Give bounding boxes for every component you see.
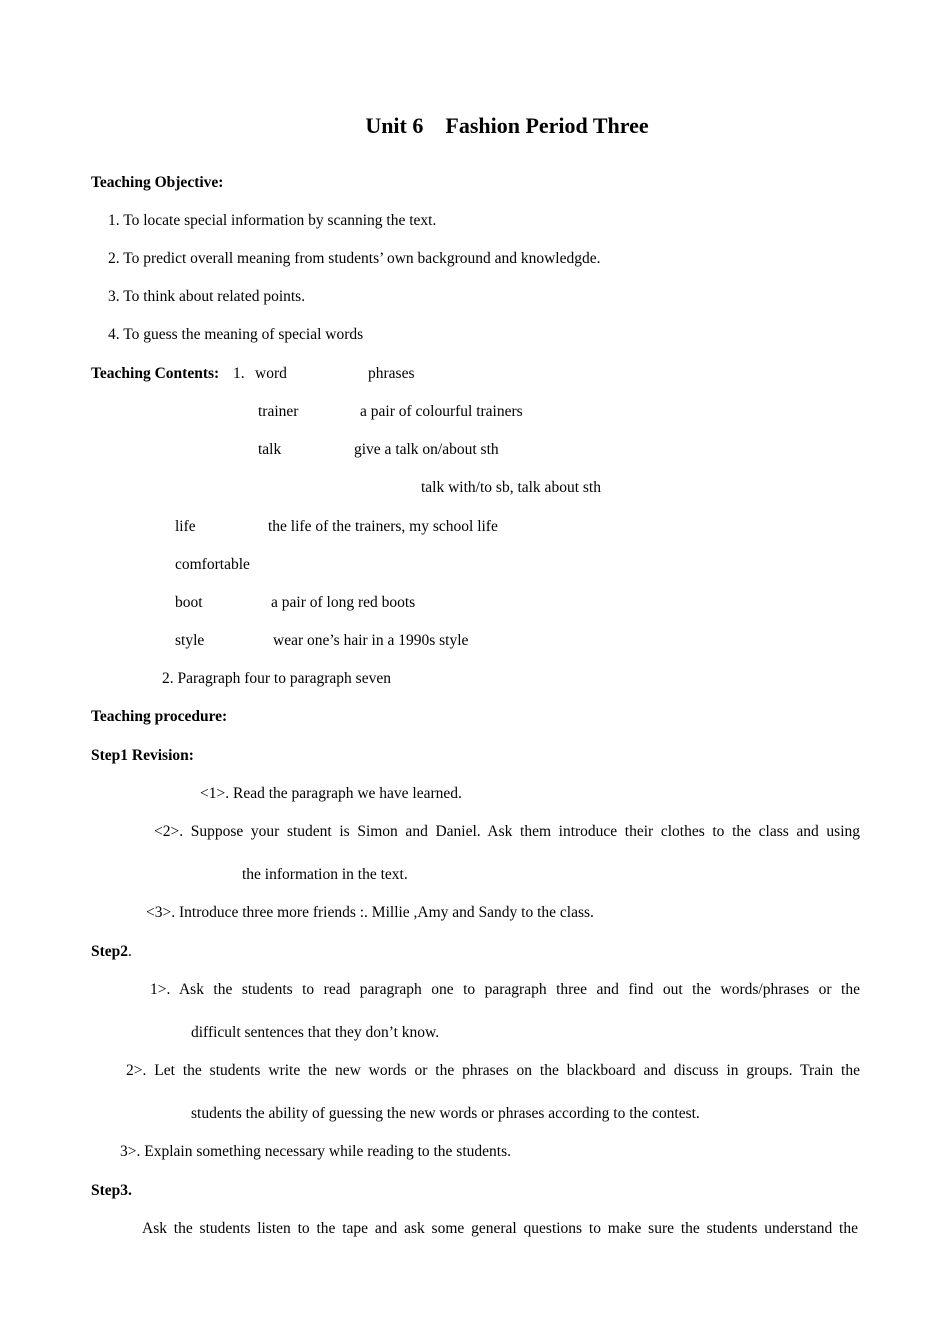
step2-heading-label: Step2: [91, 943, 129, 960]
objective-item: 3. To think about related points.: [108, 288, 306, 305]
vocab-phrase: give a talk on/about sth: [354, 441, 499, 458]
contents-heading: Teaching Contents:: [91, 365, 220, 382]
step1-item-continued: the information in the text.: [242, 866, 408, 883]
word-column-header: word: [255, 365, 287, 382]
contents-number: 1.: [233, 365, 245, 382]
step2-item: 2>. Let the students write the new words or the phrases on the blackboard and discuss in groups. Train the: [126, 1062, 860, 1079]
vocab-phrase: a pair of long red boots: [271, 594, 416, 611]
objective-item: 1. To locate special information by scanning the text.: [108, 212, 437, 229]
vocab-phrase: talk with/to sb, talk about sth: [421, 479, 601, 496]
vocab-word: comfortable: [175, 556, 250, 573]
objective-item: 4. To guess the meaning of special words: [108, 326, 364, 343]
step2-item-continued: students the ability of guessing the new words or phrases according to the contest.: [191, 1105, 700, 1122]
step3-heading: Step3.: [91, 1182, 132, 1199]
vocab-phrase: a pair of colourful trainers: [360, 403, 523, 420]
step1-item: <3>. Introduce three more friends :. Millie ,Amy and Sandy to the class.: [146, 904, 594, 921]
vocab-word: talk: [258, 441, 282, 458]
step2-heading: [91, 942, 132, 962]
objective-item: 2. To predict overall meaning from students’ own background and knowledgde.: [108, 250, 601, 267]
step2-item: 3>. Explain something necessary while reading to the students.: [120, 1143, 511, 1160]
vocab-word: life: [175, 518, 196, 535]
contents-item-2: 2. Paragraph four to paragraph seven: [162, 670, 391, 687]
step1-heading: Step1 Revision:: [91, 747, 194, 764]
step2-item-continued: difficult sentences that they don’t know.: [191, 1024, 440, 1041]
phrases-column-header: phrases: [368, 365, 415, 382]
step3-item: Ask the students listen to the tape and ask some general questions to make sure the students understand the: [142, 1220, 858, 1237]
step1-item: <2>. Suppose your student is Simon and Daniel. Ask them introduce their clothes to the class and using: [154, 823, 860, 840]
step2-heading-period: .: [128, 943, 132, 960]
vocab-word: style: [175, 632, 205, 649]
objective-heading: Teaching Objective:: [91, 174, 224, 191]
step1-item: <1>. Read the paragraph we have learned.: [200, 785, 462, 802]
step2-item: 1>. Ask the students to read paragraph one to paragraph three and find out the words/phrases or the: [150, 981, 860, 998]
vocab-word: boot: [175, 594, 203, 611]
vocab-phrase: the life of the trainers, my school life: [268, 518, 498, 535]
vocab-phrase: wear one’s hair in a 1990s style: [273, 632, 469, 649]
document-title: Unit 6 Fashion Period Three: [365, 113, 649, 138]
vocab-word: trainer: [258, 403, 299, 420]
procedure-heading: Teaching procedure:: [91, 708, 228, 725]
